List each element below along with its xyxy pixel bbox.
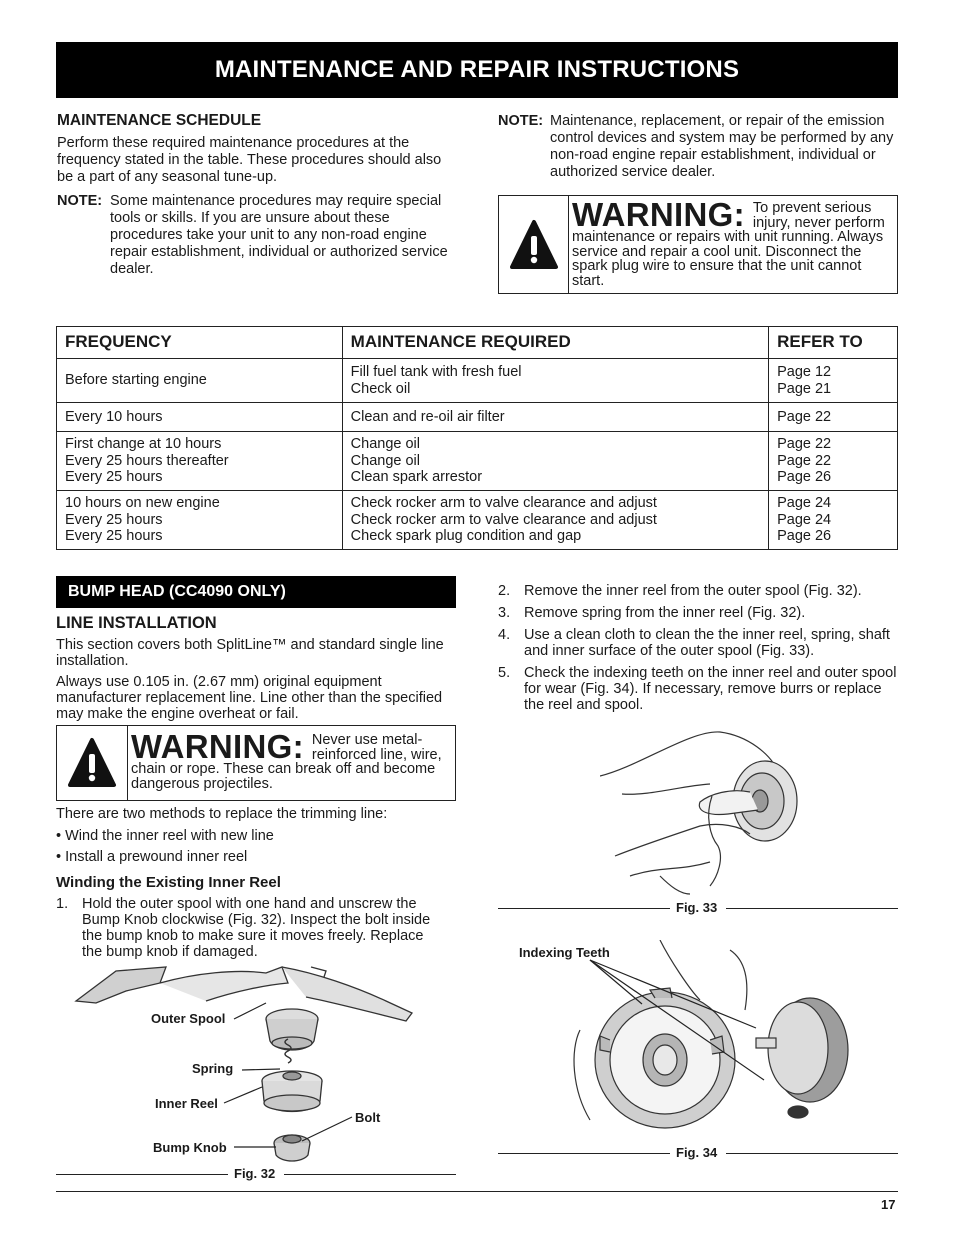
caption-rule bbox=[498, 908, 670, 909]
warning-title: WARNING: bbox=[131, 728, 304, 765]
method-bullet: • Install a prewound inner reel bbox=[56, 849, 248, 865]
fig34-caption: Fig. 34 bbox=[676, 1145, 718, 1160]
maintenance-schedule-heading: MAINTENANCE SCHEDULE bbox=[57, 112, 262, 129]
column-header: REFER TO bbox=[769, 327, 898, 359]
step-number: 1. bbox=[56, 896, 69, 912]
list-item bbox=[498, 583, 898, 599]
list-item bbox=[498, 665, 898, 713]
caption-rule bbox=[498, 1153, 670, 1154]
line-size-paragraph: Always use 0.105 in. (2.67 mm) original equipment manufacturer replacement line. Line other than the specified may make the engine overheat or fail. bbox=[56, 674, 443, 722]
table-row bbox=[57, 432, 898, 491]
step-number: 4. bbox=[498, 627, 511, 643]
maintenance-cell: Check rocker arm to valve clearance and adjust Check rocker arm to valve clearance and adjust Check spark plug condition and gap bbox=[342, 491, 768, 550]
step-text: Remove spring from the inner reel (Fig. 32). bbox=[524, 605, 806, 621]
fig32-illustration bbox=[56, 963, 456, 1173]
maintenance-cell: Clean and re-oil air filter bbox=[342, 403, 768, 432]
refer-cell: Page 22 Page 22 Page 26 bbox=[769, 432, 898, 491]
refer-cell: Page 12 Page 21 bbox=[769, 359, 898, 403]
maintenance-table bbox=[56, 326, 898, 550]
maintenance-cell: Change oil Change oil Clean spark arrestor bbox=[342, 432, 768, 491]
step-number: 3. bbox=[498, 605, 511, 621]
caption-rule bbox=[284, 1174, 456, 1175]
caption-rule bbox=[726, 1153, 898, 1154]
step-number: 5. bbox=[498, 665, 511, 681]
methods-intro: There are two methods to replace the trimming line: bbox=[56, 806, 388, 822]
frequency-cell: Every 10 hours bbox=[57, 403, 343, 432]
label-bump-knob: Bump Knob bbox=[153, 1140, 227, 1155]
step-number: 2. bbox=[498, 583, 511, 599]
refer-cell: Page 24 Page 24 Page 26 bbox=[769, 491, 898, 550]
maintenance-cell: Fill fuel tank with fresh fuel Check oil bbox=[342, 359, 768, 403]
note-label: NOTE: bbox=[498, 113, 544, 129]
warning-box-line bbox=[56, 725, 456, 801]
line-installation-heading: LINE INSTALLATION bbox=[56, 614, 217, 632]
footer-rule bbox=[56, 1191, 898, 1192]
table-header-row bbox=[57, 327, 898, 359]
table-row bbox=[57, 359, 898, 403]
schedule-note bbox=[57, 193, 452, 278]
warning-title: WARNING: bbox=[572, 196, 745, 233]
warning-text: To prevent serious injury, never perform maintenance or repairs with unit running. Always service and repair a cool unit. Disconnect the spark plug wire to ensure that the unit cannot start. bbox=[572, 200, 885, 289]
label-inner-reel: Inner Reel bbox=[155, 1096, 218, 1111]
note-label: NOTE: bbox=[57, 193, 103, 209]
frequency-cell: Before starting engine bbox=[57, 359, 343, 403]
frequency-cell: 10 hours on new engine Every 25 hours Every 25 hours bbox=[57, 491, 343, 550]
fig33-caption: Fig. 33 bbox=[676, 900, 718, 915]
note-text: Some maintenance procedures may require special tools or skills. If you are unsure about these procedures take your unit to any non-road engine repair establishment, individual or authorized service dealer. bbox=[110, 193, 448, 277]
caption-rule bbox=[726, 908, 898, 909]
schedule-intro: Perform these required maintenance procedures at the frequency stated in the table. These procedures should also be a part of any seasonal tune-up. bbox=[57, 135, 442, 185]
label-spring: Spring bbox=[192, 1061, 234, 1076]
warning-box-service bbox=[498, 195, 898, 294]
table-row bbox=[57, 491, 898, 550]
step-text: Use a clean cloth to clean the the inner reel, spring, shaft and inner surface of the outer spool (Fig. 33). bbox=[524, 627, 890, 659]
table-row bbox=[57, 403, 898, 432]
list-item bbox=[498, 627, 898, 659]
label-outer-spool: Outer Spool bbox=[151, 1011, 226, 1026]
step-list-left bbox=[56, 896, 446, 966]
list-item bbox=[498, 605, 898, 621]
splitline-paragraph: This section covers both SplitLine™ and standard single line installation. bbox=[56, 637, 444, 669]
caption-rule bbox=[56, 1174, 228, 1175]
fig33-illustration bbox=[600, 726, 820, 896]
page-title: MAINTENANCE AND REPAIR INSTRUCTIONS bbox=[56, 42, 898, 98]
page-number: 17 bbox=[881, 1197, 896, 1212]
warning-triangle-icon bbox=[57, 726, 128, 800]
fig34-illustration bbox=[560, 940, 860, 1140]
column-header: FREQUENCY bbox=[57, 327, 343, 359]
frequency-cell: First change at 10 hours Every 25 hours thereafter Every 25 hours bbox=[57, 432, 343, 491]
step-text: Remove the inner reel from the outer spool (Fig. 32). bbox=[524, 583, 862, 599]
step-list-right bbox=[498, 583, 898, 719]
column-header: MAINTENANCE REQUIRED bbox=[342, 327, 768, 359]
method-bullet: • Wind the inner reel with new line bbox=[56, 828, 274, 844]
warning-text: Never use metal-reinforced line, wire, chain or rope. These can break off and become dangerous projectiles. bbox=[131, 732, 442, 792]
label-indexing-teeth: Indexing Teeth bbox=[519, 945, 610, 960]
label-bolt: Bolt bbox=[355, 1110, 381, 1125]
list-item bbox=[56, 896, 446, 960]
warning-triangle-icon bbox=[499, 196, 569, 293]
winding-heading: Winding the Existing Inner Reel bbox=[56, 874, 281, 891]
refer-cell: Page 22 bbox=[769, 403, 898, 432]
note-text: Maintenance, replacement, or repair of the emission control devices and system may be performed by any non-road engine repair establishment, individual or authorized service dealer. bbox=[550, 113, 894, 180]
fig32-caption: Fig. 32 bbox=[234, 1166, 276, 1181]
step-text: Hold the outer spool with one hand and unscrew the Bump Knob clockwise (Fig. 32). Inspect the bolt inside the bump knob to make sure it moves freely. Replace the bump knob if damaged. bbox=[82, 896, 431, 960]
emission-note bbox=[498, 113, 900, 181]
step-text: Check the indexing teeth on the inner reel and outer spool for wear (Fig. 34). If necessary, remove burrs or replace the reel and spool. bbox=[524, 665, 897, 713]
bump-head-section-title: BUMP HEAD (CC4090 ONLY) bbox=[56, 576, 456, 608]
